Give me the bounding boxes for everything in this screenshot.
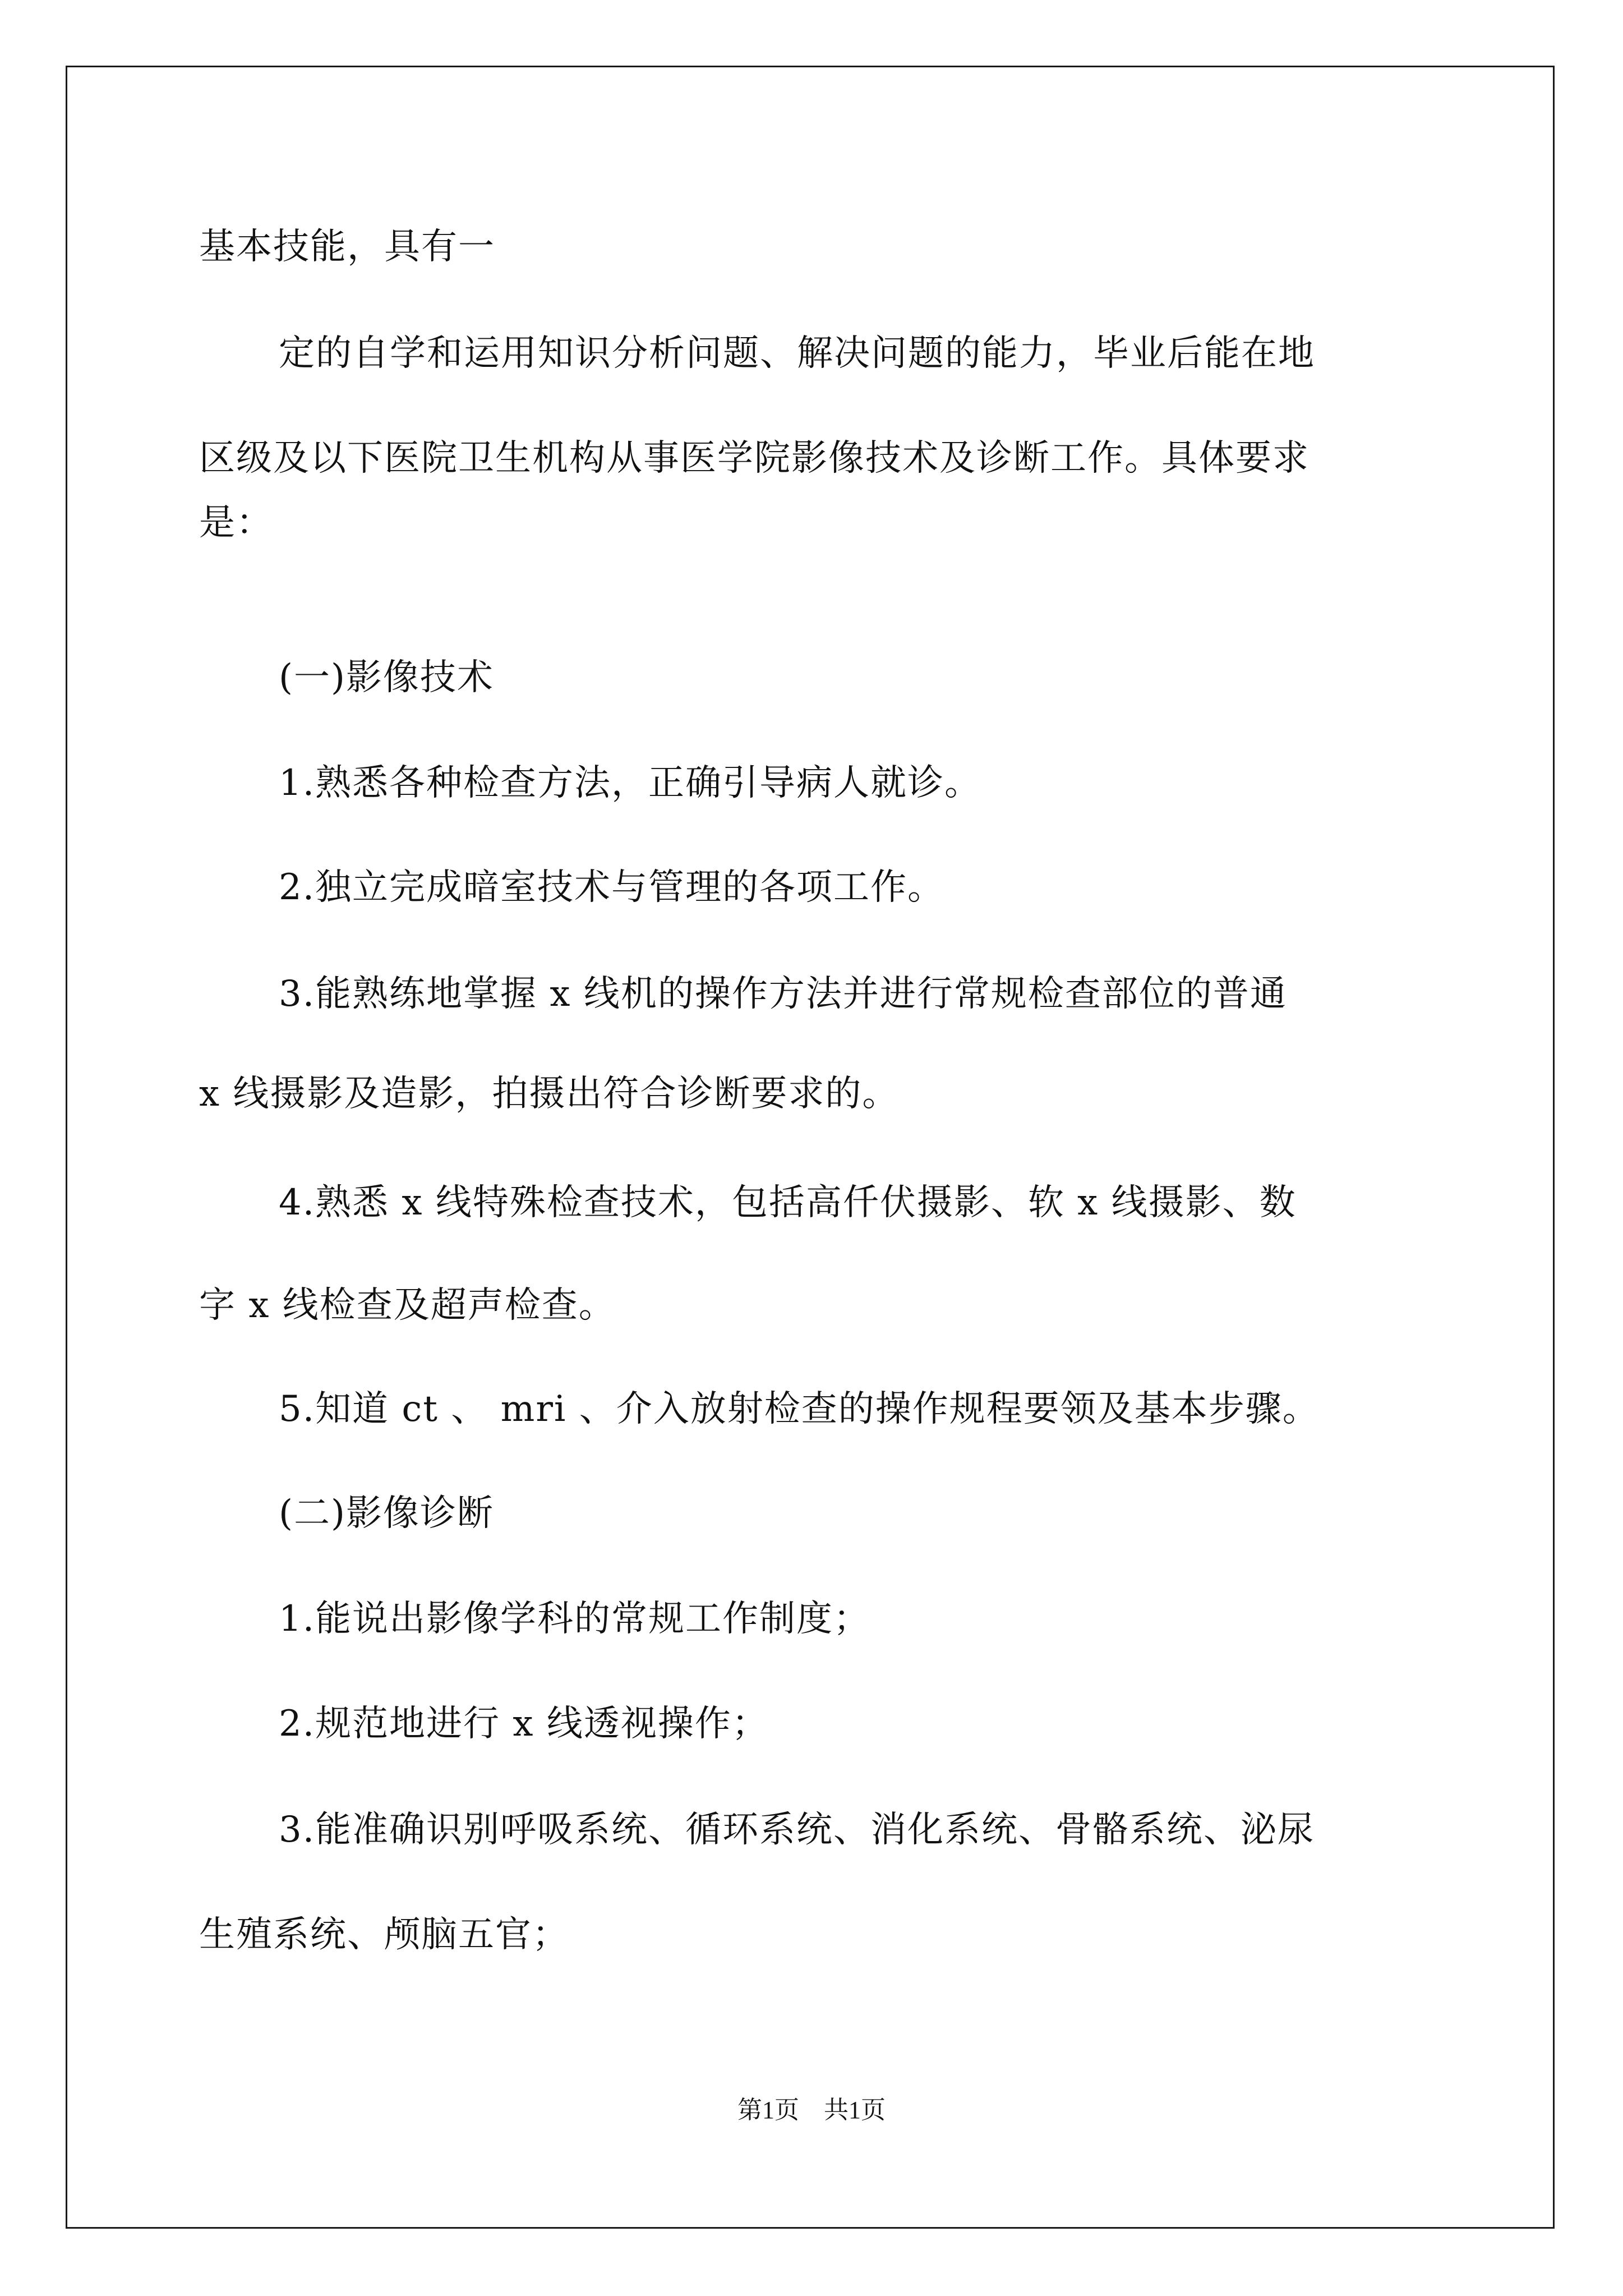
paragraph-line: 3.能准确识别呼吸系统、循环系统、消化系统、骨骼系统、泌尿 (279, 1809, 1315, 1851)
paragraph-line: 1.能说出影像学科的常规工作制度； (279, 1598, 871, 1640)
paragraph-line: 生殖系统、颅脑五官； (199, 1914, 569, 1955)
paragraph-line: 4.熟悉 x 线特殊检查技术，包括高仟伏摄影、软 x 线摄影、数 (279, 1182, 1297, 1223)
paragraph-line: 是： (199, 502, 273, 544)
paragraph-line: (一)影像技术 (279, 657, 494, 698)
paragraph-line: 基本技能，具有一 (199, 226, 495, 268)
page-border (66, 66, 1555, 2229)
paragraph-line: 3.能熟练地掌握 x 线机的操作方法并进行常规检查部位的普通 (279, 973, 1287, 1015)
paragraph-line: 2.独立完成暗室技术与管理的各项工作。 (279, 867, 945, 908)
paragraph-line: 1.熟悉各种检查方法，正确引导病人就诊。 (279, 762, 982, 804)
paragraph-line: (二)影像诊断 (279, 1493, 494, 1534)
paragraph-line: 字 x 线检查及超声检查。 (199, 1285, 616, 1326)
page-footer: 第1页 共1页 (737, 2096, 886, 2124)
paragraph-line: 5.知道 ct 、 mri 、介入放射检查的操作规程要领及基本步骤。 (279, 1388, 1320, 1430)
paragraph-line: 2.规范地进行 x 线透视操作； (279, 1703, 769, 1745)
paragraph-line: 区级及以下医院卫生机构从事医学院影像技术及诊断工作。具体要求 (199, 438, 1310, 479)
paragraph-line: 定的自学和运用知识分析问题、解决问题的能力，毕业后能在地 (279, 333, 1315, 374)
paragraph-line: x 线摄影及造影，拍摄出符合诊断要求的。 (199, 1073, 900, 1115)
